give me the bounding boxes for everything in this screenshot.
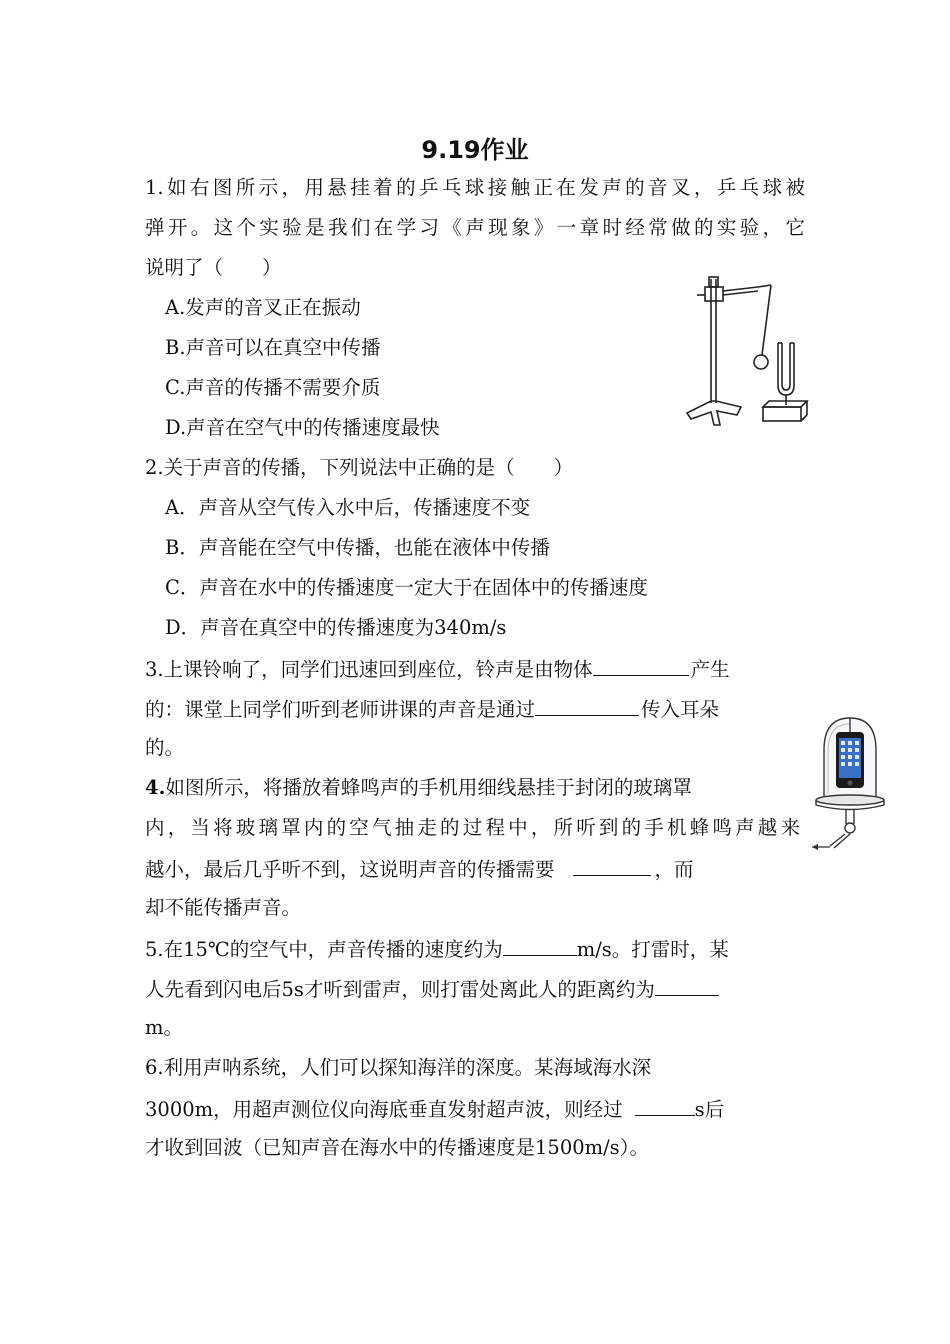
q3-line-3: 的。 (145, 736, 185, 759)
q3-line-2 (145, 695, 719, 723)
q3-line-2-text-b: 传入耳朵 (641, 698, 720, 721)
q4-line-3-text-b: ，而 (654, 858, 694, 881)
q4-line-2: 内，当将玻璃罩内的空气抽走的过程中，所听到的手机蜂鸣声越来 (145, 816, 800, 839)
q2-option-c: C．声音在水中的传播速度一定大于在固体中的传播速度 (165, 576, 648, 599)
q6-line-2-text-b: s后 (694, 1098, 725, 1121)
q3-line-1-text-b: 产生 (690, 658, 730, 681)
answer-blank[interactable] (535, 695, 639, 716)
answer-blank[interactable] (635, 1095, 695, 1116)
q1-option-b: B.声音可以在真空中传播 (165, 336, 381, 359)
q3-line-2-text-a: 的：课堂上同学们听到老师讲课的声音是通过 (145, 698, 536, 721)
q5-line-3: m。 (145, 1016, 183, 1039)
q5-line-2-text: 人先看到闪电后5s才听到雷声，则打雷处离此人的距离约为 (145, 978, 655, 1001)
q1-option-c: C.声音的传播不需要介质 (165, 376, 381, 399)
q4-line-3-text-a: 越小，最后几乎听不到，这说明声音的传播需要 (145, 858, 555, 881)
q2-stem: 2.关于声音的传播，下列说法中正确的是（ ） (145, 456, 574, 479)
q6-line-2-text-a: 3000m，用超声测位仪向海底垂直发射超声波，则经过 (145, 1098, 623, 1121)
q4-line-1-text: 如图所示，将播放着蜂鸣声的手机用细线悬挂于封闭的玻璃罩 (165, 776, 692, 799)
q2-option-a: A．声音从空气传入水中后，传播速度不变 (165, 496, 531, 519)
q6-line-3: 才收到回波（已知声音在海水中的传播速度是1500m/s）。 (145, 1136, 649, 1159)
q1-line-2: 弹开。这个实验是我们在学习《声现象》一章时经常做的实验，它 (145, 216, 805, 239)
page-title: 9.19作业 (421, 136, 529, 164)
q4-number: 4. (145, 776, 166, 799)
q2-option-d: D．声音在真空中的传播速度为340m/s (165, 616, 507, 639)
answer-blank[interactable] (503, 935, 577, 956)
tuning-fork-figure (683, 265, 813, 430)
q4-line-1 (145, 775, 692, 801)
q5-line-1-text-b: m/s。打雷时，某 (576, 938, 729, 961)
answer-blank[interactable] (593, 655, 689, 676)
q1-option-d: D.声音在空气中的传播速度最快 (165, 416, 440, 439)
q1-line-3: 说明了（ ） (145, 256, 282, 279)
answer-blank[interactable] (573, 855, 651, 876)
q5-line-2 (145, 975, 719, 1003)
q1-line-1: 1.如右图所示，用悬挂着的乒乓球接触正在发声的音叉，乒乓球被 (145, 176, 805, 199)
q6-line-1: 6.利用声呐系统，人们可以探知海洋的深度。某海域海水深 (145, 1056, 652, 1079)
q4-line-4: 却不能传播声音。 (145, 896, 302, 919)
q3-line-1 (145, 655, 730, 683)
q2-option-b: B．声音能在空气中传播，也能在液体中传播 (165, 536, 550, 559)
q5-line-1 (145, 935, 729, 963)
q3-line-1-text-a: 3.上课铃响了，同学们迅速回到座位，铃声是由物体 (145, 658, 593, 681)
q1-option-a: A.发声的音叉正在振动 (165, 296, 361, 319)
bell-jar-phone-figure (810, 710, 890, 850)
q5-line-1-text-a: 5.在15℃的空气中，声音传播的速度约为 (145, 938, 503, 961)
q4-line-3 (145, 855, 694, 883)
q6-line-2 (145, 1095, 724, 1123)
answer-blank[interactable] (655, 975, 719, 996)
